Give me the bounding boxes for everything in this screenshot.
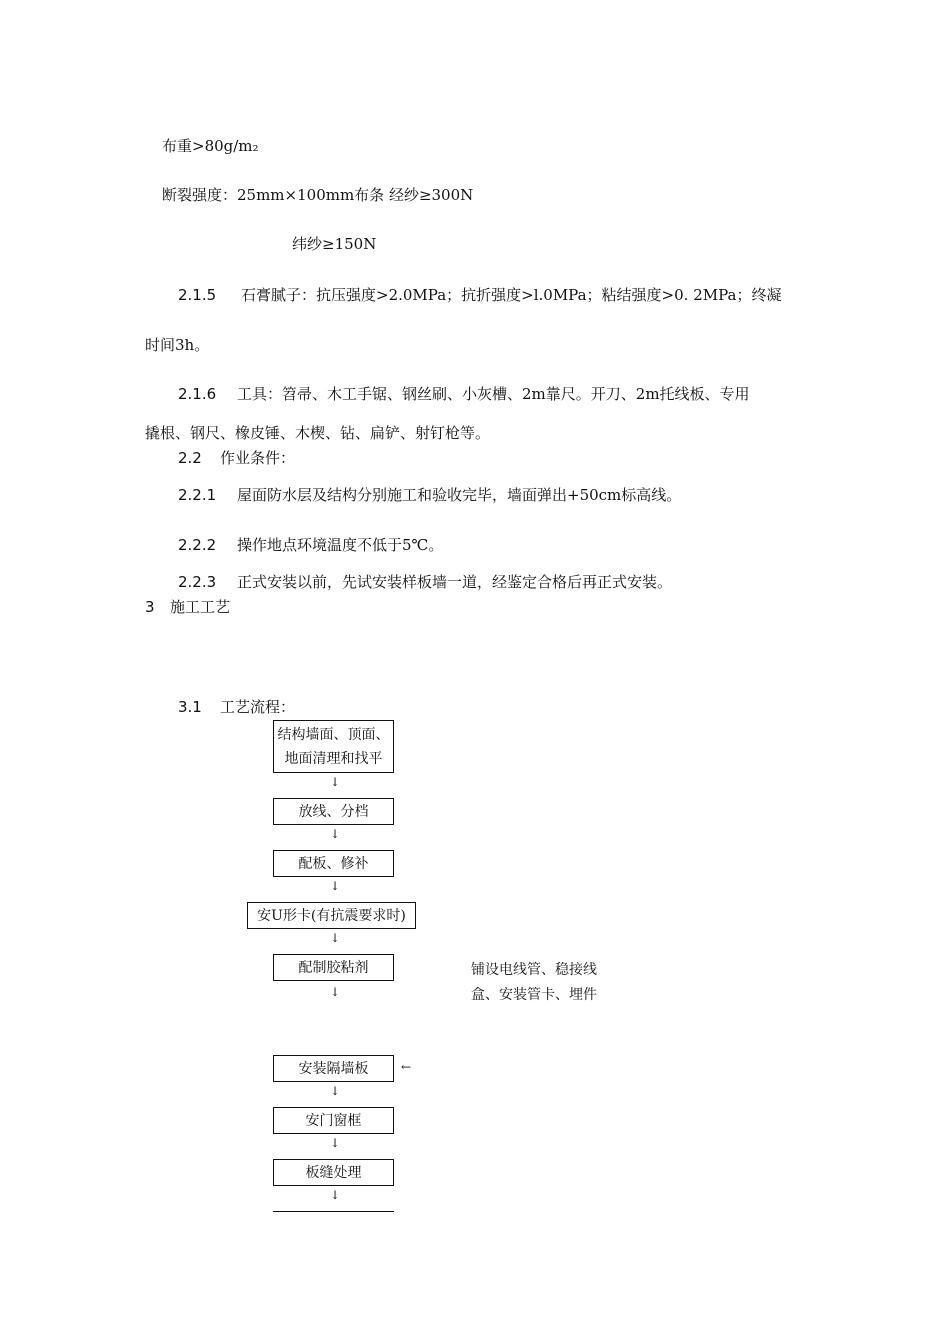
section-text-2-1-6-cont: 撬根、钢尺、橡皮锤、木楔、钻、扁铲、射钉枪等。 [145,424,491,442]
down-arrow-icon: ↓ [330,931,341,945]
flow-next-box-top-edge [273,1211,394,1212]
section-text-2-2-1: 屋面防水层及结构分别施工和验收完毕，墙面弹出+50cm标高线。 [237,486,682,504]
breaking-strength-warp: 断裂强度：25mm×100mm布条 经纱≥300N [162,186,474,204]
flow-side-note-line-2: 盒、安装管卡、埋件 [471,987,597,1003]
down-arrow-icon: ↓ [330,1188,341,1202]
flow-step-install-partition: 安装隔墙板 [273,1055,394,1082]
section-heading-3: 施工工艺 [170,598,231,616]
section-number-3-1: 3.1 [178,698,202,716]
down-arrow-icon: ↓ [330,985,341,999]
down-arrow-icon: ↓ [330,879,341,893]
flow-step-board-prep: 配板、修补 [273,850,394,877]
section-text-2-1-5: 石膏腻子：抗压强度>2.0MPa；抗折强度>l.0MPa；粘结强度>0. 2MPa；终凝 [241,286,782,304]
section-number-2-2-1: 2.2.1 [178,486,217,504]
section-text-2-1-6: 工具：笤帚、木工手锯、钢丝刷、小灰槽、2m靠尺。开刀、2m托线板、专用 [237,385,750,403]
left-arrow-icon: ← [401,1060,412,1074]
flow-step-door-frame: 安门窗框 [273,1107,394,1134]
section-text-2-2-2: 操作地点环境温度不低于5℃。 [237,536,444,554]
section-text-2-1-5-cont: 时间3h。 [145,336,210,354]
section-number-2-2-2: 2.2.2 [178,536,217,554]
section-number-2-1-5: 2.1.5 [178,286,217,304]
fabric-weight: 布重>80g/m₂ [162,137,259,155]
down-arrow-icon: ↓ [330,1084,341,1098]
flow-step-layout: 放线、分档 [273,798,394,825]
section-heading-3-1: 工艺流程： [220,698,296,716]
section-text-2-2-3: 正式安装以前，先试安装样板墙一道，经鉴定合格后再正式安装。 [237,573,673,591]
flow-step-joint-treatment: 板缝处理 [273,1159,394,1186]
section-heading-2-2: 作业条件： [220,449,296,467]
section-number-2-1-6: 2.1.6 [178,385,217,403]
flow-side-note-line-1: 铺设电线管、稳接线 [471,962,597,978]
breaking-strength-weft: 纬纱≥150N [292,235,377,253]
flow-step-adhesive: 配制胶粘剂 [273,954,394,981]
section-number-2-2: 2.2 [178,449,202,467]
section-number-3: 3 [145,598,155,616]
flow-step-u-clip: 安U形卡(有抗震要求时) [247,902,416,929]
flow-step-1-line-2: 地面清理和找平 [284,750,383,767]
flow-step-clean-level [273,720,394,773]
down-arrow-icon: ↓ [330,827,341,841]
down-arrow-icon: ↓ [330,775,341,789]
down-arrow-icon: ↓ [330,1136,341,1150]
section-number-2-2-3: 2.2.3 [178,573,217,591]
flow-step-1-line-1: 结构墙面、顶面、 [277,726,390,743]
